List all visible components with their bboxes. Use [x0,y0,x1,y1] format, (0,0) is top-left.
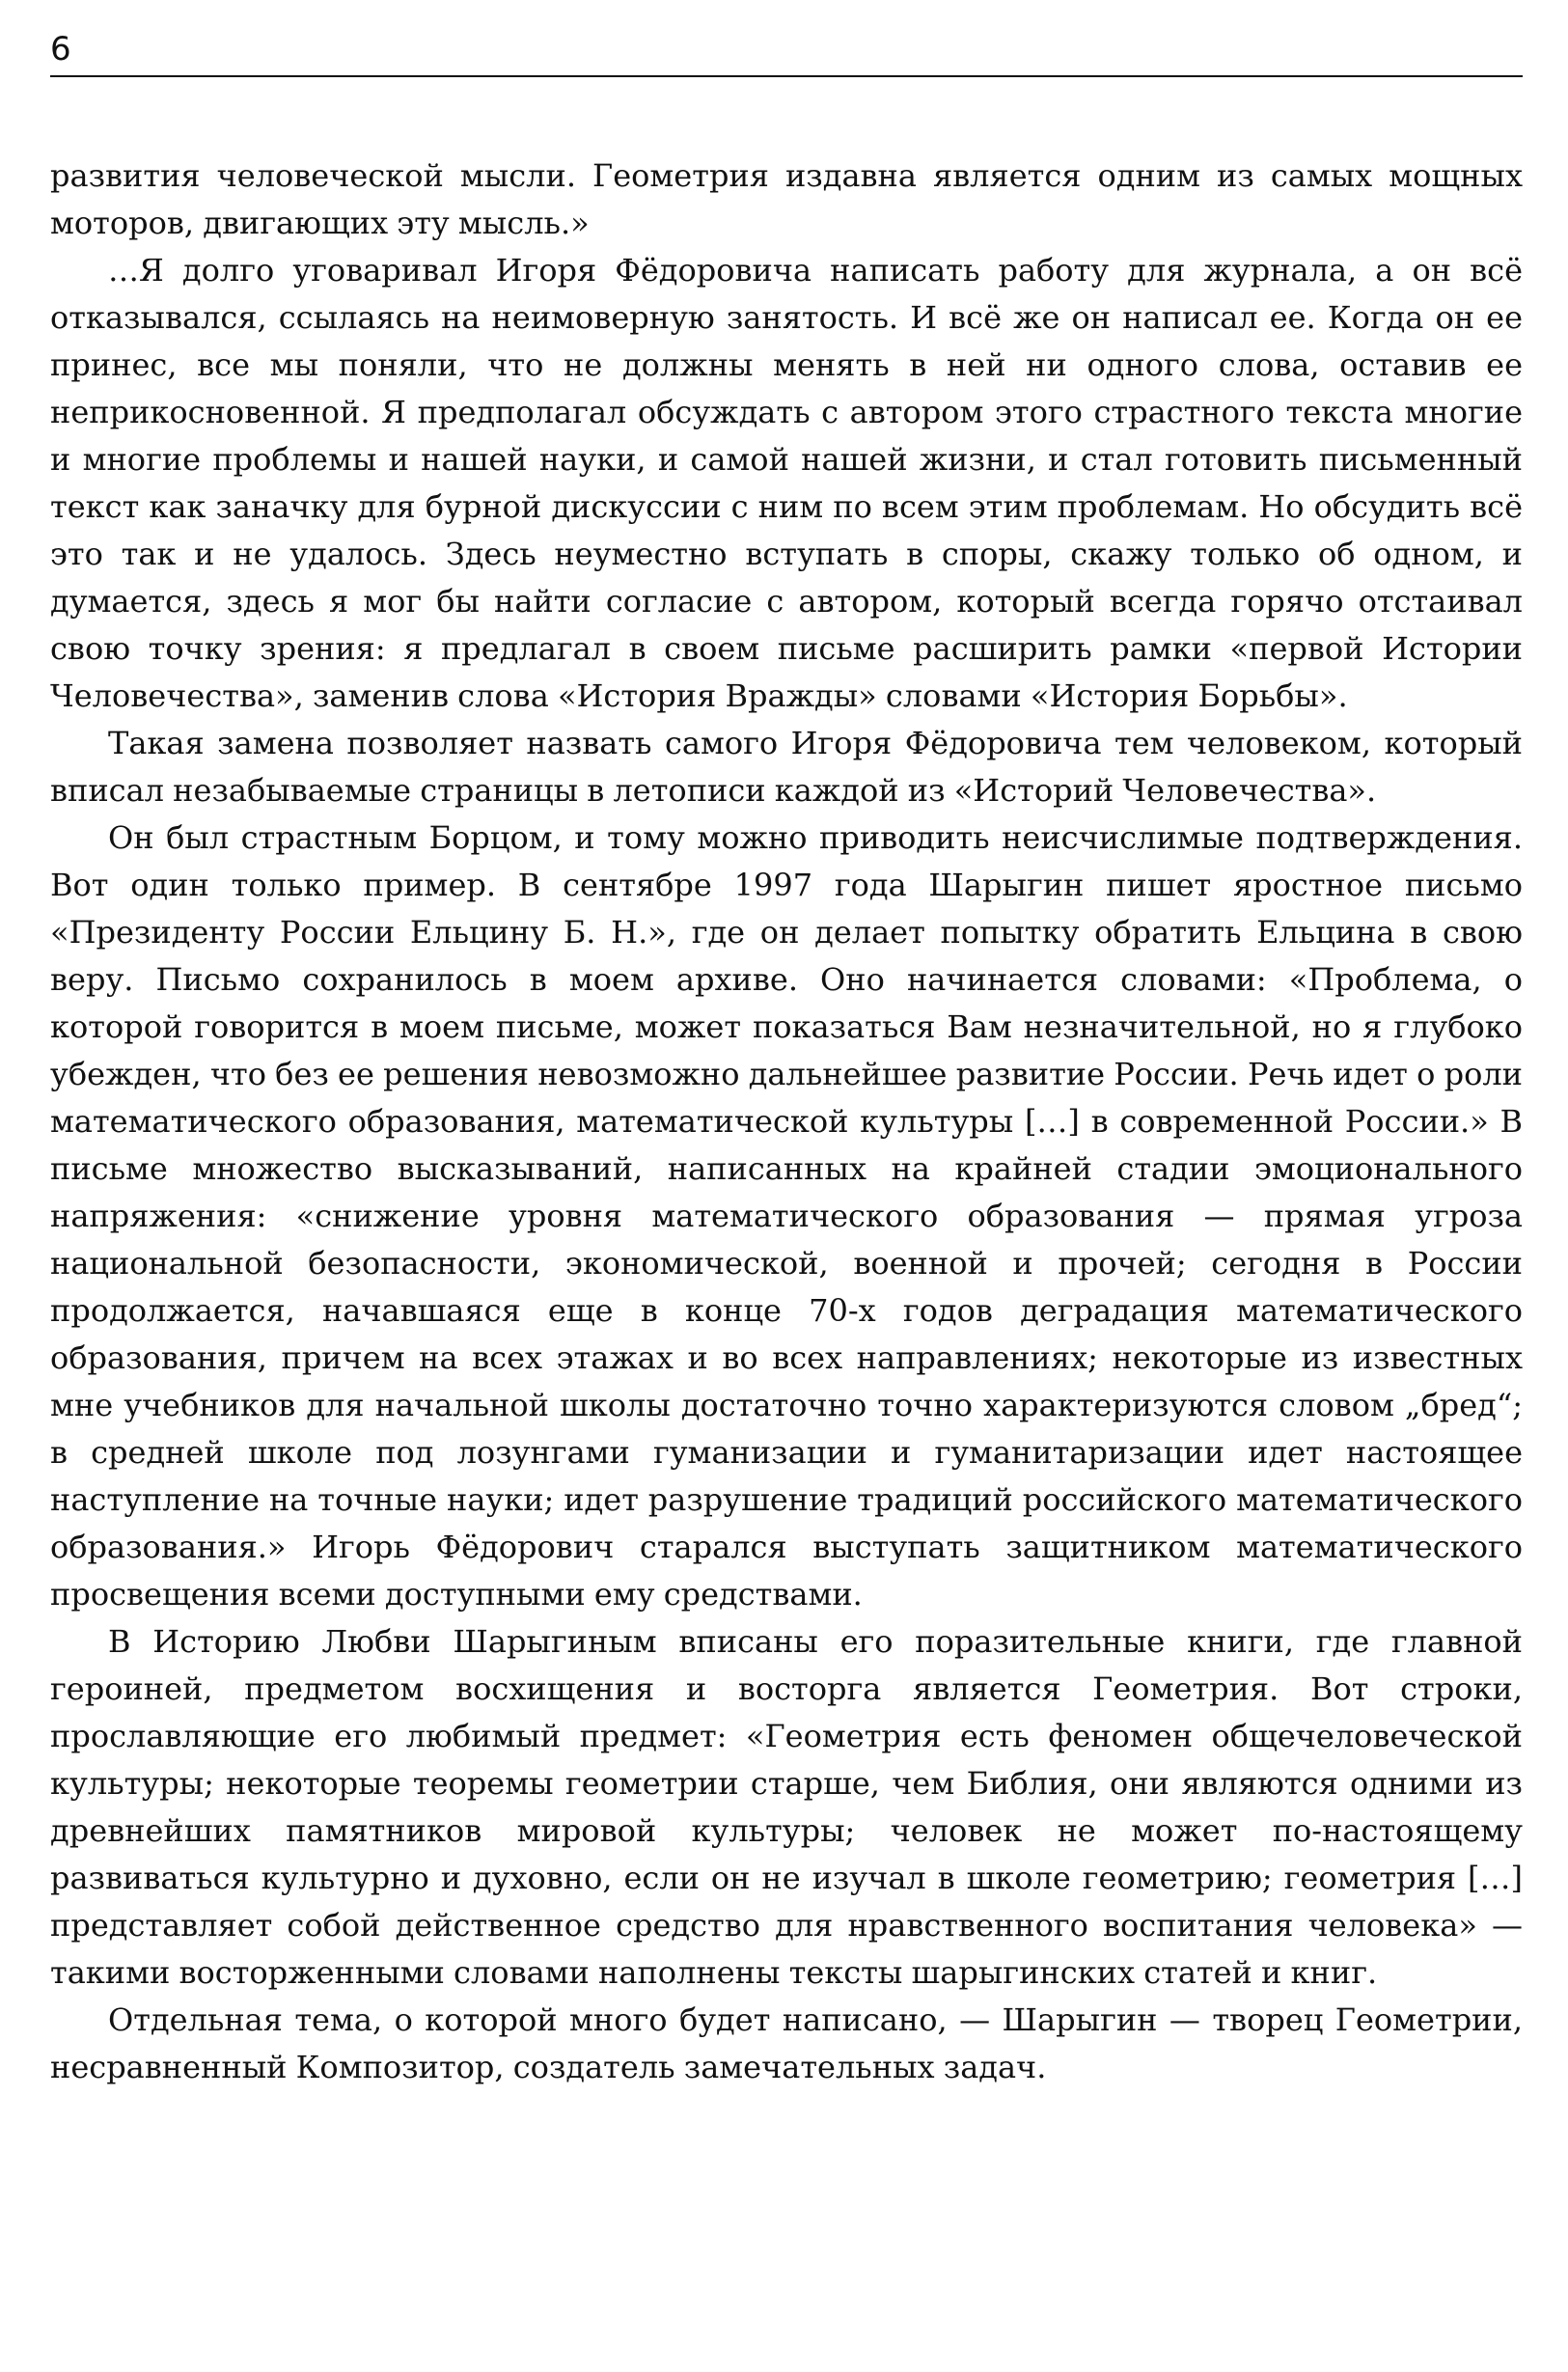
document-page [50,0,1523,2372]
paragraph: Отдельная тема, о которой много будет написано, — Шарыгин — творец Геометрии, несравненный Композитор, создатель замечательных задач. [50,2001,1523,2085]
page-number: 6 [50,30,71,69]
paragraph-continued: развития человеческой мысли. Геометрия издавна является одним из самых мощных моторов, двигающих эту мысль.» [50,157,1523,241]
body-text [50,152,1523,2091]
paragraph: Такая замена позволяет назвать самого Игоря Фёдоровича тем человеком, который вписал незабываемые страницы в летописи каждой из «Историй Человечества». [50,725,1523,809]
page-header [50,27,1523,77]
paragraph: …Я долго уговаривал Игоря Фёдоровича написать работу для журнала, а он всё отказывался, ссылаясь на неимоверную занятость. И всё же он написал ее. Когда он ее принес, все мы поняли, что не должны менять в ней ни одного слова, оставив ее неприкосновенной. Я предполагал обсуждать с автором этого страстного текста многие и многие проблемы и нашей науки, и самой нашей жизни, и стал готовить письменный текст как заначку для бурной дискуссии с ним по всем этим проблемам. Но обсудить всё это так и не удалось. Здесь неуместно вступать в споры, скажу только об одном, и думается, здесь я мог бы найти согласие с автором, который всегда горячо отстаивал свою точку зрения: я предлагал в своем письме расширить рамки «первой Истории Человечества», заменив слова «История Вражды» словами «История Борьбы». [50,252,1523,714]
paragraph: Он был страстным Борцом, и тому можно приводить неисчислимые подтверждения. Вот один только пример. В сентябре 1997 года Шарыгин пишет яростное письмо «Президенту России Ельцину Б. Н.», где он делает попытку обратить Ельцина в свою веру. Письмо сохранилось в моем архиве. Оно начинается словами: «Проблема, о которой говорится в моем письме, может показаться Вам незначительной, но я глубоко убежден, что без ее решения невозможно дальнейшее развитие России. Речь идет о роли математического образования, математической культуры […] в современной России.» В письме множество высказываний, написанных на крайней стадии эмоционального напряжения: «снижение уровня математического образования — прямая угроза национальной безопасности, экономической, военной и прочей; сегодня в России продолжается, начавшаяся еще в конце 70-х годов деградация математического образования, причем на всех этажах и во всех направлениях; некоторые из известных мне учебников для начальной школы достаточно точно характеризуются словом „бред“; в средней школе под лозунгами гуманизации и гуманитаризации идет настоящее наступление на точные науки; идет разрушение традиций российского математического образования.» Игорь Фёдорович старался выступать защитником математического просвещения всеми доступными ему средствами. [50,819,1523,1613]
paragraph: В Историю Любви Шарыгиным вписаны его поразительные книги, где главной героиней, предметом восхищения и восторга является Геометрия. Вот строки, прославляющие его любимый предмет: «Геометрия есть феномен общечеловеческой культуры; некоторые теоремы геометрии старше, чем Библия, они являются одними из древнейших памятников мировой культуры; человек не может по-настоящему развиваться культурно и духовно, если он не изучал в школе геометрию; геометрия […] представляет собой действенное средство для нравственного воспитания человека» — такими восторженными словами наполнены тексты шарыгинских статей и книг. [50,1623,1523,1991]
